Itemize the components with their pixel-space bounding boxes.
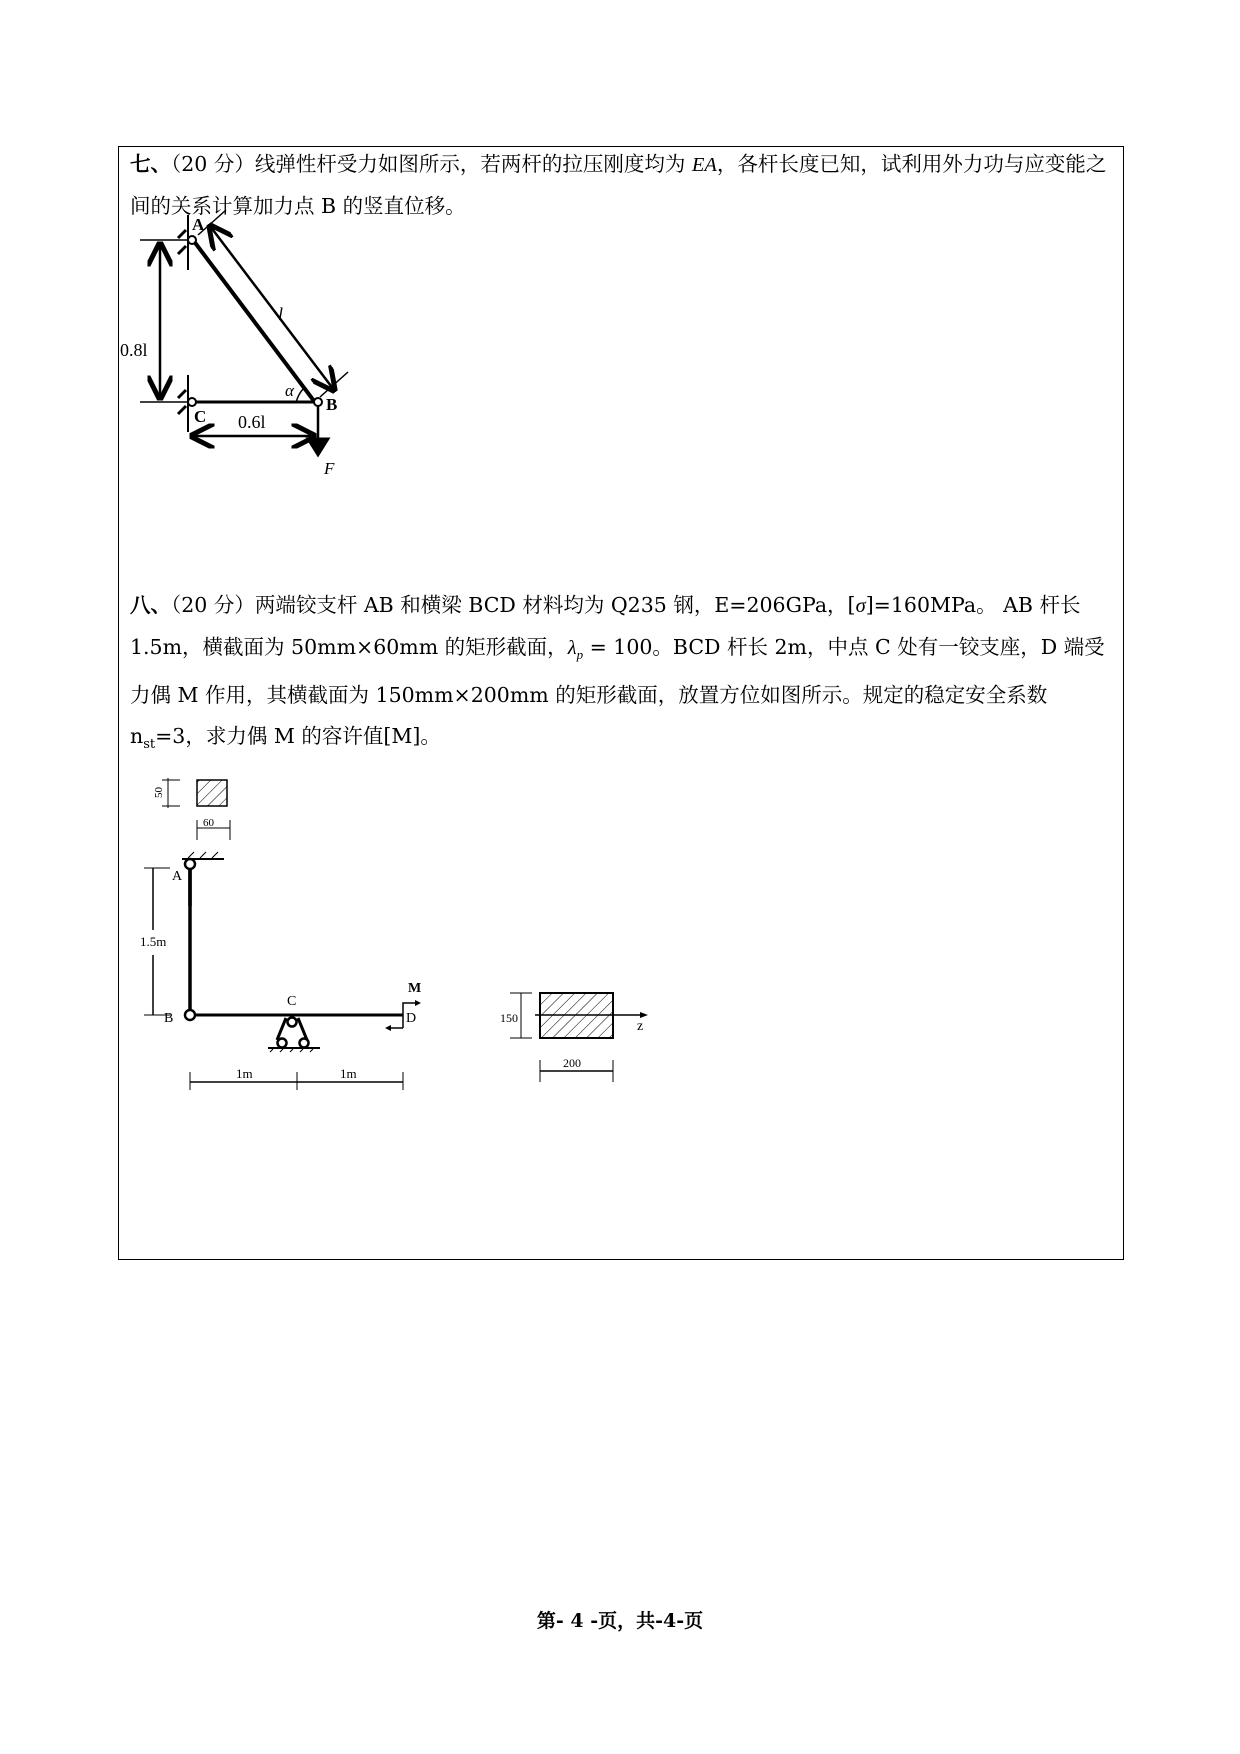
- label-m: M: [408, 981, 422, 996]
- ea-symbol: EA: [691, 154, 717, 176]
- label-c: C: [194, 407, 207, 426]
- label-a: A: [172, 869, 183, 884]
- dim-50: 50: [153, 787, 165, 798]
- page-footer: 第- 4 -页，共-4-页: [536, 1610, 704, 1632]
- label-f: F: [324, 459, 335, 478]
- question-7-text: 七、（20 分）线弹性杆受力如图所示，若两杆的拉压刚度均为 EA，各杆长度已知，试利用外力功与应变能之间的关系计算加力点 B 的竖直位移。: [130, 152, 1107, 218]
- dim-60: 60: [203, 817, 214, 829]
- pin-a: [188, 236, 196, 244]
- dim-1m-left: 1m: [236, 1066, 253, 1081]
- pin-b: [314, 398, 322, 406]
- label-z: z: [637, 1019, 644, 1034]
- dim-150: 150: [500, 1011, 518, 1025]
- bar-ab: [193, 240, 317, 405]
- label-b: B: [326, 395, 338, 414]
- lambda-symbol: λ: [567, 637, 577, 659]
- label-08l: 0.8l: [120, 340, 148, 360]
- dim-200: 200: [563, 1056, 581, 1070]
- label-l: l: [278, 304, 284, 324]
- question-7-number: 七、: [130, 152, 171, 176]
- label-a: A: [192, 215, 205, 234]
- label-06l: 0.6l: [238, 412, 266, 432]
- pin-a: [185, 859, 195, 869]
- pin-c: [188, 398, 196, 406]
- label-b: B: [164, 1011, 174, 1026]
- question-8-text: 八、（20 分）两端铰支杆 AB 和横梁 BCD 材料均为 Q235 钢，E=206GPa，[σ]=160MPa。 AB 杆长 1.5m，横截面为 50mm×60mm 的矩形截面，$\lambda_p = 100$。BCD 杆长 2m，中点 C 处有一铰支座，D 端受力偶 M 作用，其横截面为 150mm×200mm 的矩形截面，放置方位如图所示。规定的稳定安全系数 $n_{st}=3$，求力偶 M 的容许值[M]。: [130, 593, 1105, 753]
- dim-1m-right: 1m: [340, 1066, 357, 1081]
- label-d: D: [406, 1011, 417, 1026]
- figure-q7-truss: [120, 210, 380, 510]
- pin-b: [185, 1010, 195, 1020]
- label-alpha: α: [285, 381, 294, 400]
- question-8-number: 八、: [130, 593, 171, 617]
- figure-q8-frame: [140, 760, 660, 1090]
- dim-15m: 1.5m: [140, 934, 167, 949]
- label-c: C: [287, 994, 297, 1009]
